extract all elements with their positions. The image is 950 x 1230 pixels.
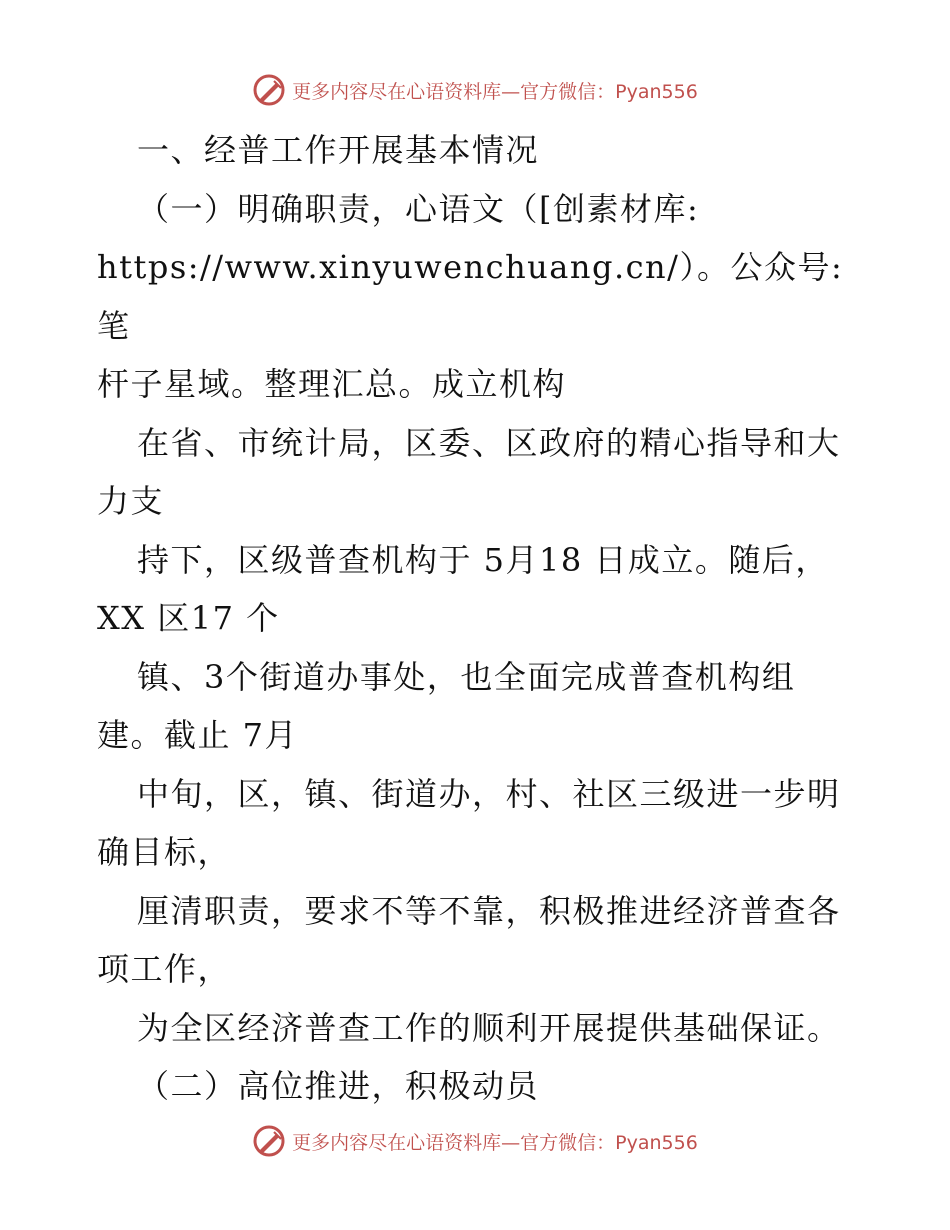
body-line: 在省、市统计局，区委、区政府的精心指导和大 (137, 423, 841, 462)
body-line: 建。截止 7月 (97, 716, 299, 754)
watermark-text: 更多内容尽在心语资料库—官方微信：Pyan556 (292, 1131, 698, 1154)
header-watermark (0, 70, 950, 110)
body-line: 确目标， (97, 833, 232, 871)
body-line: 中旬，区，镇、街道办，村、社区三级进一步明 (137, 774, 841, 813)
body-line: https://www.xinyuwenchuang.cn/）。公众号: 笔 (97, 248, 844, 345)
body-line: 为全区经济普查工作的顺利开展提供基础保证。 (137, 1008, 841, 1047)
body-line: 杆子星域。整理汇总。成立机构 (97, 365, 567, 403)
watermark-text: 更多内容尽在心语资料库—官方微信：Pyan556 (292, 80, 698, 103)
footer-watermark (0, 1121, 950, 1161)
body-line: 厘清职责，要求不等不靠，积极推进经济普查各 (137, 891, 841, 930)
body-line: （一）明确职责，心语文（[创素材库: (137, 189, 700, 228)
body-line: 持下，区级普查机构于 5月18 日成立。随后， (137, 540, 829, 579)
body-line: 力支 (97, 482, 165, 520)
body-line: 项工作， (97, 950, 232, 988)
pen-logo-icon (252, 73, 286, 107)
body-line: （二）高位推进，积极动员 (137, 1067, 540, 1105)
body-line: XX 区17 个 (97, 599, 280, 637)
body-line: 镇、3个街道办事处，也全面完成普查机构组 (137, 657, 796, 696)
body-line: 一、经普工作开展基本情况 (137, 131, 540, 169)
document-body (97, 121, 877, 1116)
pen-logo-icon (252, 1124, 286, 1158)
